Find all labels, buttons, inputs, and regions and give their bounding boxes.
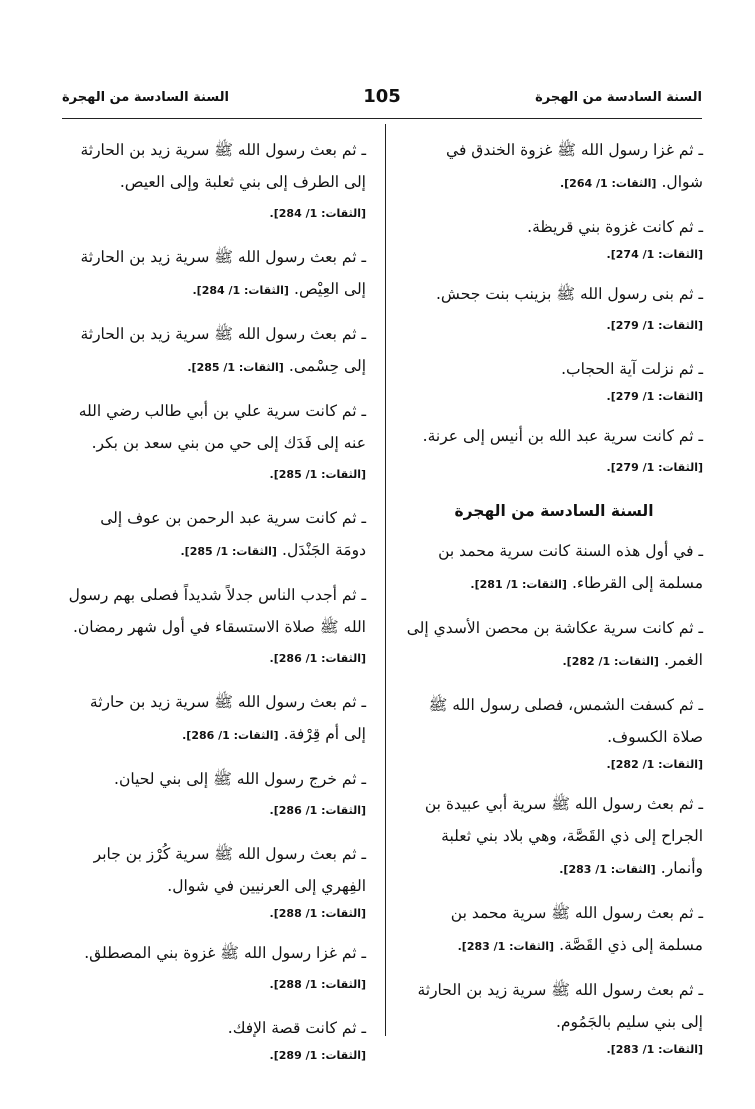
list-item bbox=[68, 1012, 366, 1068]
entry-text: ـ ثم كانت سرية عبد الرحمن بن عوف إلى دومَة الجَنْدَل. bbox=[100, 509, 366, 559]
entry-text: ـ ثم بنى رسول الله ﷺ بزينب بنت جحش. bbox=[436, 285, 703, 303]
entry-text: ـ ثم غزا رسول الله ﷺ غزوة الخندق في شوال. bbox=[446, 141, 703, 191]
citation: [الثقات: 1/ 288]. bbox=[269, 907, 366, 920]
list-item bbox=[68, 318, 366, 384]
citation: [الثقات: 1/ 289]. bbox=[269, 1049, 366, 1062]
list-item bbox=[405, 788, 703, 886]
entry-text: ـ ثم بعث رسول الله ﷺ سرية زيد بن الحارثة إلى الطرف إلى بني ثعلبة وإلى العيص. bbox=[80, 141, 366, 191]
list-item bbox=[68, 686, 366, 752]
entry-text: ـ ثم كانت سرية عبد الله بن أنيس إلى عرنة. bbox=[422, 427, 703, 445]
entry-text: ـ ثم بعث رسول الله ﷺ سرية كُرْز بن جابر الفِهري إلى العرنيين في شوال. bbox=[93, 845, 366, 895]
entry-text: ـ ثم بعث رسول الله ﷺ سرية محمد بن مسلمة إلى ذي القَصَّة. bbox=[450, 904, 703, 954]
list-item bbox=[405, 211, 703, 267]
list-item bbox=[405, 612, 703, 678]
entry-text: ـ ثم غزا رسول الله ﷺ غزوة بني المصطلق. bbox=[84, 944, 366, 962]
header-rule bbox=[62, 118, 702, 119]
citation: [الثقات: 1/ 282]. bbox=[562, 655, 659, 668]
list-item bbox=[405, 278, 703, 342]
citation: [الثقات: 1/ 283]. bbox=[559, 863, 656, 876]
citation: [الثقات: 1/ 283]. bbox=[457, 940, 555, 953]
citation: [الثقات: 1/ 264]. bbox=[559, 177, 657, 190]
citation: [الثقات: 1/ 279]. bbox=[606, 319, 703, 332]
citation: [الثقات: 1/ 284]. bbox=[269, 207, 366, 220]
list-item bbox=[405, 689, 703, 777]
list-item bbox=[68, 937, 366, 1001]
column-divider bbox=[385, 124, 386, 1036]
running-title-left: السنة السادسة من الهجرة bbox=[62, 90, 229, 105]
entry-text: ـ ثم بعث رسول الله ﷺ سرية زيد بن الحارثة إلى بني سليم بالجَمُوم. bbox=[417, 981, 703, 1031]
entry-text: ـ ثم خرج رسول الله ﷺ إلى بني لحيان. bbox=[114, 770, 366, 788]
list-item bbox=[405, 134, 703, 200]
list-item bbox=[68, 838, 366, 926]
citation: [الثقات: 1/ 286]. bbox=[182, 729, 279, 742]
list-item bbox=[405, 420, 703, 484]
citation: [الثقات: 1/ 285]. bbox=[269, 468, 366, 481]
citation: [الثقات: 1/ 274]. bbox=[606, 248, 703, 261]
citation: [الثقات: 1/ 285]. bbox=[187, 361, 284, 374]
entry-text: ـ ثم كسفت الشمس، فصلى رسول الله ﷺ صلاة الكسوف. bbox=[428, 696, 703, 746]
entry-text: ـ ثم بعث رسول الله ﷺ سرية زيد بن الحارثة إلى حِسْمى. bbox=[80, 325, 366, 375]
entry-text: ـ ثم بعث رسول الله ﷺ سرية أبي عبيدة بن الجراح إلى ذي القَصَّة، وهي بلاد بني ثعلبة وأنمار. bbox=[424, 795, 703, 877]
citation: [الثقات: 1/ 288]. bbox=[269, 978, 366, 991]
entry-text: ـ ثم بعث رسول الله ﷺ سرية زيد بن حارثة إلى أم قِرْفة. bbox=[89, 693, 366, 743]
citation: [الثقات: 1/ 283]. bbox=[606, 1043, 703, 1056]
entry-text: ـ ثم كانت قصة الإفك. bbox=[227, 1019, 366, 1037]
list-item bbox=[68, 241, 366, 307]
entry-text: ـ ثم نزلت آية الحجاب. bbox=[561, 360, 703, 378]
citation: [الثقات: 1/ 282]. bbox=[606, 758, 703, 771]
list-item bbox=[405, 353, 703, 409]
entry-text: ـ ثم كانت سرية عكاشة بن محصن الأسدي إلى الغمر. bbox=[406, 619, 703, 669]
list-item bbox=[68, 579, 366, 675]
citation: [الثقات: 1/ 284]. bbox=[192, 284, 289, 297]
entry-text: ـ في أول هذه السنة كانت سرية محمد بن مسلمة إلى القرطاء. bbox=[438, 542, 703, 592]
citation: [الثقات: 1/ 285]. bbox=[180, 545, 277, 558]
citation: [الثقات: 1/ 279]. bbox=[606, 390, 703, 403]
entry-text: ـ ثم بعث رسول الله ﷺ سرية زيد بن الحارثة إلى العِيْص. bbox=[80, 248, 366, 298]
list-item bbox=[405, 897, 703, 963]
list-item bbox=[405, 974, 703, 1062]
section-heading: السنة السادسة من الهجرة bbox=[454, 502, 654, 520]
list-item bbox=[68, 134, 366, 230]
entry-text: ـ ثم كانت غزوة بني قريظة. bbox=[527, 218, 703, 236]
list-item bbox=[405, 535, 703, 601]
page-header bbox=[62, 86, 702, 116]
right-column bbox=[405, 134, 703, 1073]
list-item bbox=[68, 395, 366, 491]
citation: [الثقات: 1/ 281]. bbox=[470, 578, 567, 591]
running-title-right: السنة السادسة من الهجرة bbox=[535, 90, 702, 105]
left-column bbox=[68, 134, 366, 1079]
citation: [الثقات: 1/ 286]. bbox=[269, 652, 366, 665]
entry-text: ـ ثم أجدب الناس جدلاً شديداً فصلى بهم رسول الله ﷺ صلاة الاستسقاء في أول شهر رمضان. bbox=[68, 586, 366, 636]
citation: [الثقات: 1/ 279]. bbox=[606, 461, 703, 474]
entry-text: ـ ثم كانت سرية علي بن أبي طالب رضي الله عنه إلى فَدَك إلى حي من بني سعد بن بكر. bbox=[78, 402, 366, 452]
citation: [الثقات: 1/ 286]. bbox=[269, 804, 366, 817]
list-item bbox=[68, 502, 366, 568]
list-item bbox=[68, 763, 366, 827]
page-number: 105 bbox=[363, 86, 401, 107]
